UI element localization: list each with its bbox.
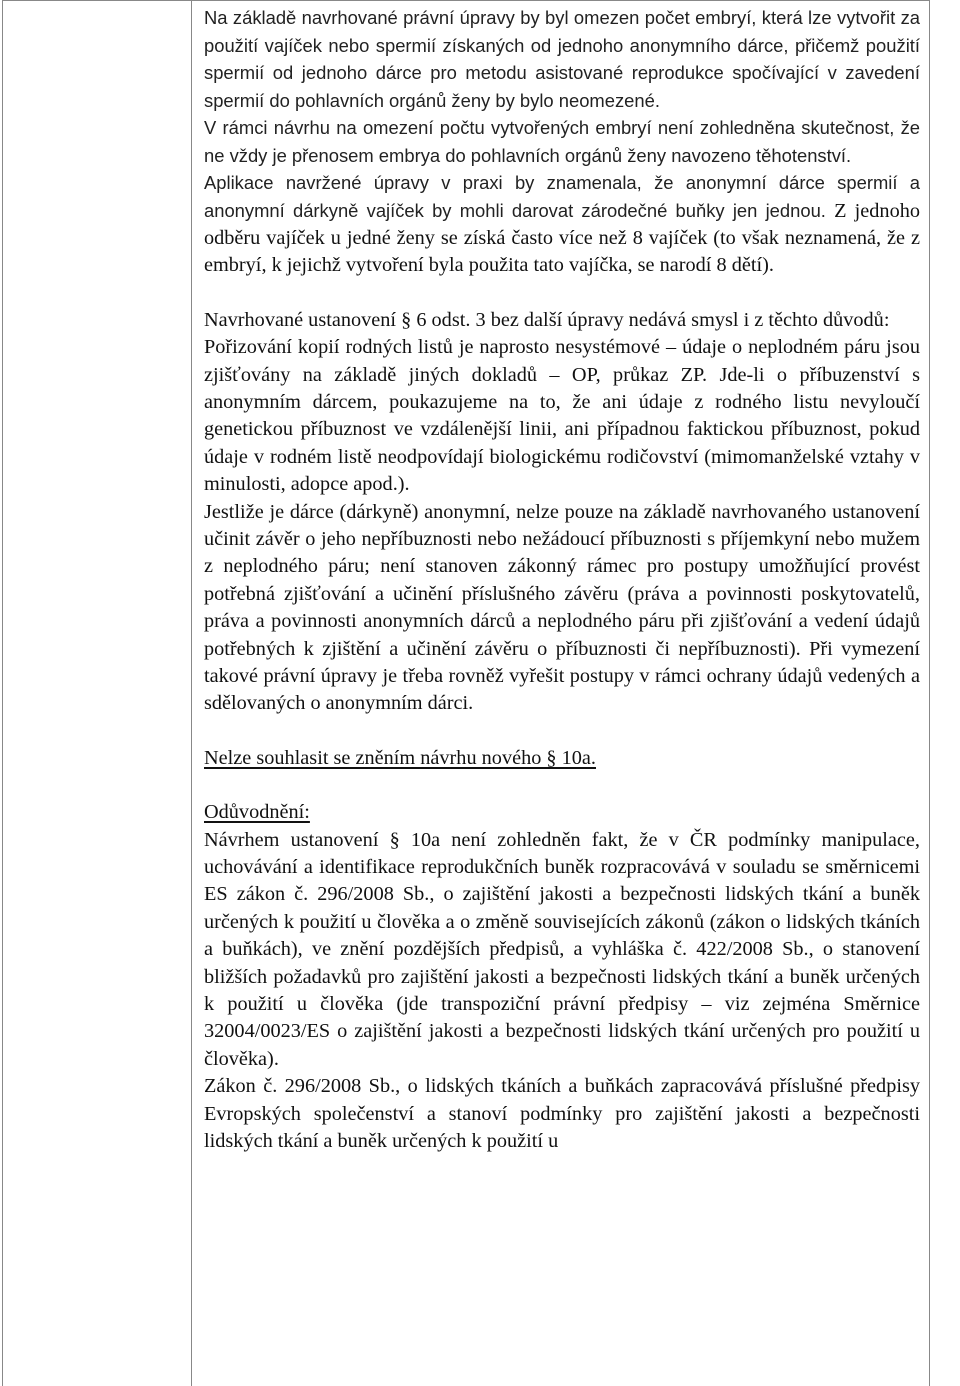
table-left-column (2, 0, 192, 1386)
paragraph-act-296-2008: Zákon č. 296/2008 Sb., o lidských tkáních a buňkách zapracovává příslušné předpisy Evropských společenství a stanoví podmínky pro zajištění jakosti a bezpečnosti lidských tkání a buněk určených k použití u (204, 1075, 920, 1153)
paragraph-application (204, 169, 920, 280)
paragraph-section-10a-reasoning: Návrhem ustanovení § 10a není zohledněn fakt, že v ČR podmínky manipulace, uchovávání a identifikace reprodukčních buněk rozpracovává v souladu se směrnicemi ES zákon č. 296/2008 Sb., o zajištění jakosti a bezpečnosti lidských tkání a buněk určených k použití u člověka a o změně souvisejících zákonů (zákon o lidských tkáních a buňkách), ve znění pozdějších předpisů, a vyhláška č. 422/2008 Sb., o stanovení bližších požadavků pro zajištění jakosti a bezpečnosti lidských tkání a buněk určených k použití u člověka (jde transpoziční právní předpisy – viz zejména Směrnice 32004/0023/ES o zajištění jakosti a bezpečnosti lidských tkání určených pro použití u člověka). (204, 828, 920, 1070)
heading-section-10a: Nelze souhlasit se zněním návrhu nového § 10a. (204, 746, 596, 769)
document-cell (204, 4, 920, 1156)
paragraph-birth-certificates: Pořizování kopií rodných listů je naprosto nesystémové – údaje o neplodném páru jsou zjišťovány na základě jiných dokladů – OP, průkaz ZP. Jde-li o příbuzenství s anonymním dárcem, poukazujeme na to, že ani údaje z rodného listu nevyloučí genetickou příbuznost ve vzdálenější linii, ani případnou faktickou příbuznost, pokud údaje v rodném listě neodpovídají biologickému rodičovství (mimomanželské vztahy v minulosti, adopce apod.). (204, 336, 920, 496)
reasoning-label: Odůvodnění: (204, 801, 310, 824)
paragraph-application-serif: Z jednoho odběru vajíček u jedné ženy se získá často více než 8 vajíček (to však neznamená, že z embryí, k jejichž vytvoření byla použita tato vajíčka, se narodí 8 dětí). (204, 199, 920, 277)
paragraph-section-6: Navrhované ustanovení § 6 odst. 3 bez další úpravy nedává smysl i z těchto důvodů: (204, 308, 890, 331)
paragraph-pregnancy: V rámci návrhu na omezení počtu vytvořených embryí není zohledněna skutečnost, že ne vždy je přenosem embrya do pohlavních orgánů ženy navozeno těhotenství. (204, 117, 920, 166)
paragraph-embryo-limit: Na základě navrhované právní úpravy by byl omezen počet embryí, která lze vytvořit za použití vajíček nebo spermií získaných od jednoho anonymního dárce, přičemž použití spermií od jednoho dárce pro metodu asistované reprodukce spočívající v zavedení spermií do pohlavních orgánů ženy by bylo neomezené. (204, 7, 920, 111)
paragraph-anonymous-donor: Jestliže je dárce (dárkyně) anonymní, nelze pouze na základě navrhovaného ustanovení učinit závěr o jeho nepříbuznosti nebo nežádoucí příbuznosti s příjemkyní nebo mužem z neplodného páru; není stanoven zákonný rámec pro postupy umožňující provést potřebná zjišťování a učinění příslušného závěru (práva a povinnosti poskytovatelů, práva a povinnosti anonymních dárců a neplodného páru při zjišťování a vedení údajů potřebných k zjištění a učinění závěru o příbuznosti či nepříbuznosti). Při vymezení takové právní úpravy je třeba rovněž vyřešit postupy v rámci ochrany údajů vedených a sdělovaných o anonymním dárci. (204, 500, 920, 715)
paragraph-application-sans: Aplikace navržené úpravy v praxi by znamenala, že anonymní dárce spermií a anonymní dárkyně vajíček by mohli darovat zárodečné buňky jen jednou. (204, 172, 920, 221)
